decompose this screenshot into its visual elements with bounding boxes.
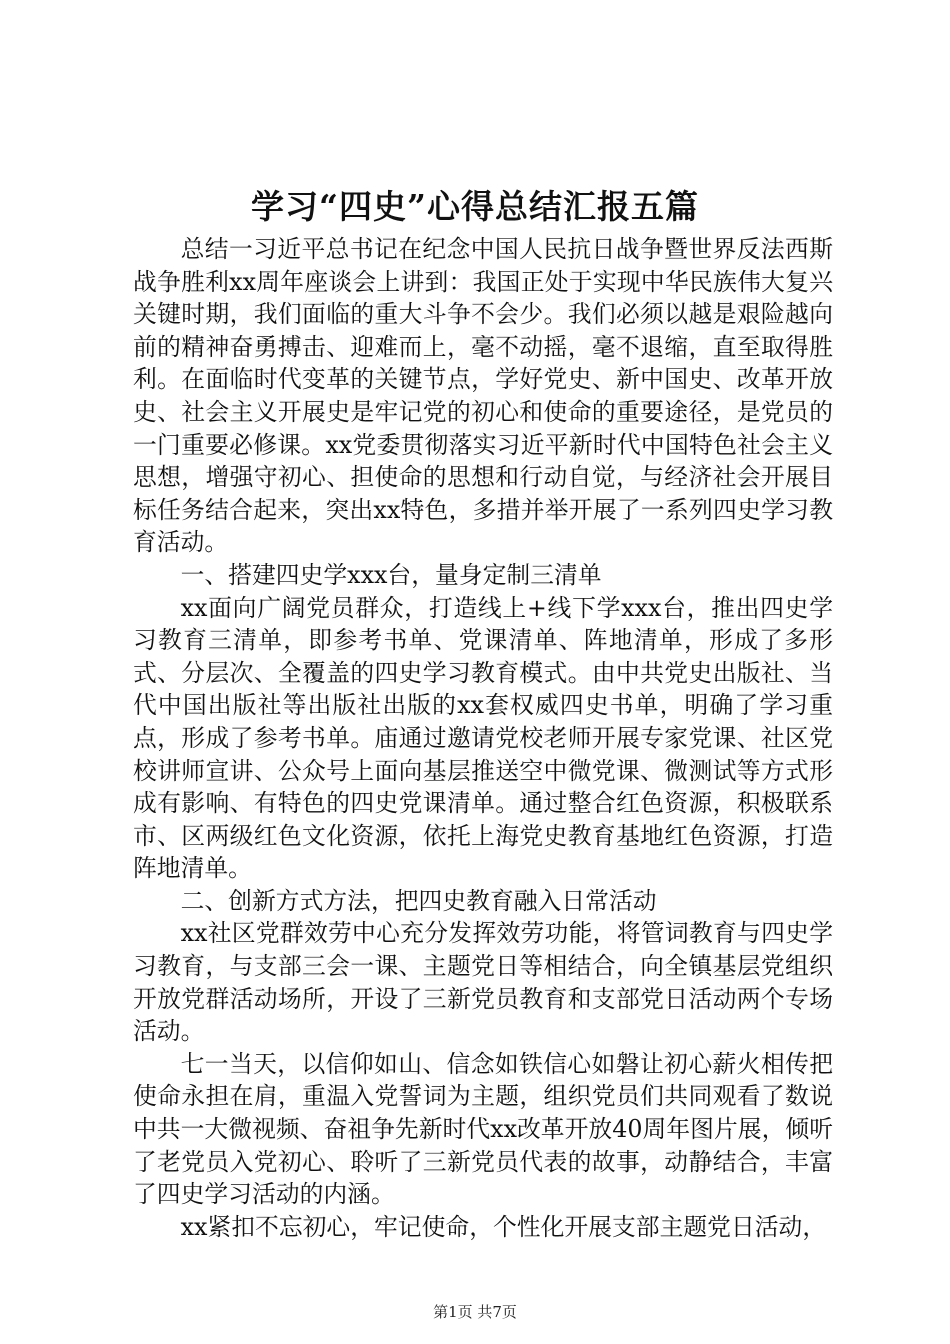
paragraph-intro: 总结一习近平总书记在纪念中国人民抗日战争暨世界反法西斯战争胜利xx周年座谈会上讲到：我国正处于实现中华民族伟大复兴关键时期，我们面临的重大斗争不会少。我们必须以越是艰险越向前的精神奋勇搏击、迎难而上，毫不动摇，毫不退缩，直至取得胜利。在面临时代变革的关键节点，学好党史、新中国史、改革开放史、社会主义开展史是牢记党的初心和使命的重要途径，是党员的一门重要必修课。xx党委贯彻落实习近平新时代中国特色社会主义思想，增强守初心、担使命的思想和行动自觉，与经济社会开展目标任务结合起来，突出xx特色，多措并举开展了一系列四史学习教育活动。 (133, 235, 833, 557)
document-body (133, 233, 833, 1243)
paragraph-section-2b: 七一当天，以信仰如山、信念如铁信心如磐让初心薪火相传把使命永担在肩，重温入党誓词为主题，组织党员们共同观看了数说中共一大微视频、奋祖争先新时代xx改革开放40周年图片展，倾听了老党员入党初心、聆听了三新党员代表的故事，动静结合，丰富了四史学习活动的内涵。 (133, 1049, 833, 1209)
paragraph-section-1: xx面向广阔党员群众，打造线上+线下学xxx台，推出四史学习教育三清单，即参考书单、党课清单、阵地清单，形成了多形式、分层次、全覆盖的四史学习教育模式。由中共党史出版社、当代中国出版社等出版社出版的xx套权威四史书单，明确了学习重点，形成了参考书单。庙通过邀请党校老师开展专家党课、社区党校讲师宣讲、公众号上面向基层推送空中微党课、微测试等方式形成有影响、有特色的四史党课清单。通过整合红色资源，积极联系市、区两级红色文化资源，依托上海党史教育基地红色资源，打造阵地清单。 (133, 593, 833, 883)
paragraph-section-2c: xx紧扣不忘初心，牢记使命，个性化开展支部主题党日活动， (180, 1212, 827, 1241)
paragraph-section-2a: xx社区党群效劳中心充分发挥效劳功能，将管词教育与四史学习教育，与支部三会一课、主题党日等相结合，向全镇基层党组织开放党群活动场所，开设了三新党员教育和支部党日活动两个专场活动。 (133, 919, 833, 1046)
section-heading-1: 一、搭建四史学xxx台，量身定制三清单 (180, 560, 602, 589)
document-title: 学习“四史”心得总结汇报五篇 (251, 187, 699, 226)
section-heading-2: 二、创新方式方法，把四史教育融入日常活动 (180, 886, 657, 915)
page-number-footer: 第1页 共7页 (433, 1303, 517, 1321)
